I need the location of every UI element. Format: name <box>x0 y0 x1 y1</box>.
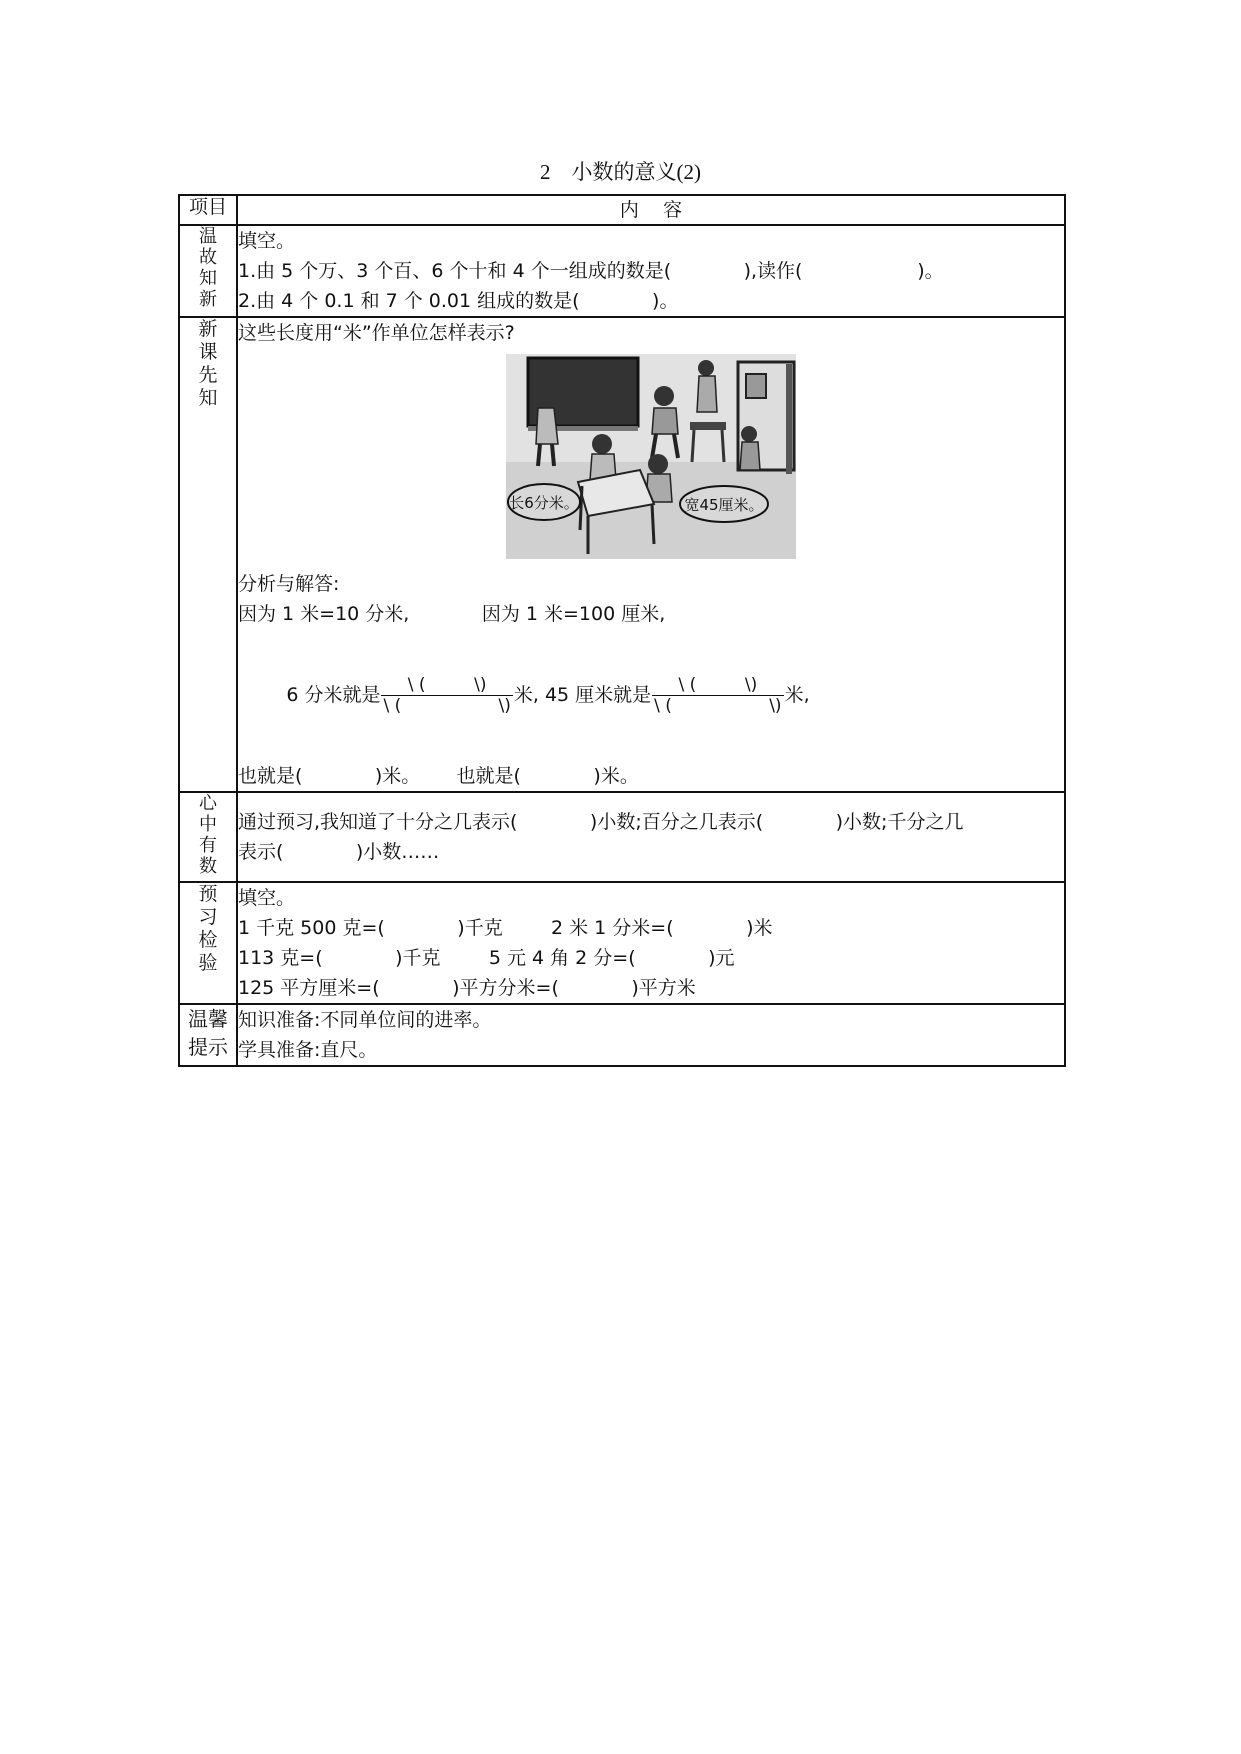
bubble-right-text: 宽45厘米。 <box>684 496 764 514</box>
tips-content <box>237 1004 1065 1066</box>
also-line: 也就是( )米。 也就是( )米。 <box>238 765 639 787</box>
fraction-line <box>238 629 1064 761</box>
page-title: 2 小数的意义(2) <box>540 160 701 184</box>
classroom-illustration <box>506 354 796 559</box>
tips-row <box>179 1004 1065 1066</box>
preview-check-row-1: 1 千克 500 克=( )千克 2 米 1 分米=( )米 <box>238 917 773 939</box>
lesson-table <box>178 194 1066 1067</box>
new-lesson-content <box>237 317 1065 792</box>
fraction-decimeter-denominator: \ ( \) <box>383 696 511 716</box>
in-mind-text-1: 通过预习,我知道了十分之几表示( )小数;百分之几表示( )小数;千分之几 <box>238 811 964 833</box>
header-item: 项目 <box>179 195 237 225</box>
because-line: 因为 1 米=10 分米, 因为 1 米=100 厘米, <box>238 603 666 625</box>
new-lesson-question: 这些长度用“米”作单位怎样表示? <box>238 322 515 344</box>
new-lesson-label: 新课先知 <box>179 317 237 792</box>
review-question-2: 2.由 4 个 0.1 和 7 个 0.01 组成的数是( )。 <box>238 290 679 312</box>
preview-check-heading: 填空。 <box>238 887 296 909</box>
in-mind-content <box>237 792 1065 882</box>
analysis-heading: 分析与解答: <box>238 573 340 595</box>
tips-line-1: 知识准备:不同单位间的进率。 <box>238 1009 492 1031</box>
fraction-centimeter-numerator: \ ( \) <box>678 675 758 695</box>
preview-check-row <box>179 882 1065 1004</box>
in-mind-text-2: 表示( )小数…… <box>238 841 440 863</box>
review-heading: 填空。 <box>238 230 296 252</box>
fraction-text-b: 米, 45 厘米就是 <box>513 684 652 706</box>
preview-check-content <box>237 882 1065 1004</box>
review-label: 温故知新 <box>179 225 237 317</box>
preview-check-label: 预习检验 <box>179 882 237 1004</box>
fraction-text-a: 6 分米就是 <box>286 684 381 706</box>
fraction-centimeter <box>652 675 783 716</box>
preview-check-row-2: 113 克=( )千克 5 元 4 角 2 分=( )元 <box>238 947 735 969</box>
in-mind-row <box>179 792 1065 882</box>
review-question-1: 1.由 5 个万、3 个百、6 个十和 4 个一组成的数是( ),读作( )。 <box>238 260 944 282</box>
review-row <box>179 225 1065 317</box>
fraction-text-c: 米, <box>784 684 810 706</box>
new-lesson-row <box>179 317 1065 792</box>
fraction-decimeter-numerator: \ ( \) <box>407 675 487 695</box>
bubble-left-text: 长6分米。 <box>509 494 579 512</box>
tips-line-2: 学具准备:直尺。 <box>238 1039 378 1061</box>
header-content: 内 容 <box>237 195 1065 225</box>
fraction-decimeter <box>381 675 512 716</box>
preview-check-row-3: 125 平方厘米=( )平方分米=( )平方米 <box>238 977 696 999</box>
header-row <box>179 195 1065 225</box>
fraction-centimeter-denominator: \ ( \) <box>654 696 782 716</box>
in-mind-label: 心中有数 <box>179 792 237 882</box>
tips-label: 温馨提示 <box>179 1004 237 1066</box>
review-content <box>237 225 1065 317</box>
classroom-illustration-art <box>506 354 796 559</box>
